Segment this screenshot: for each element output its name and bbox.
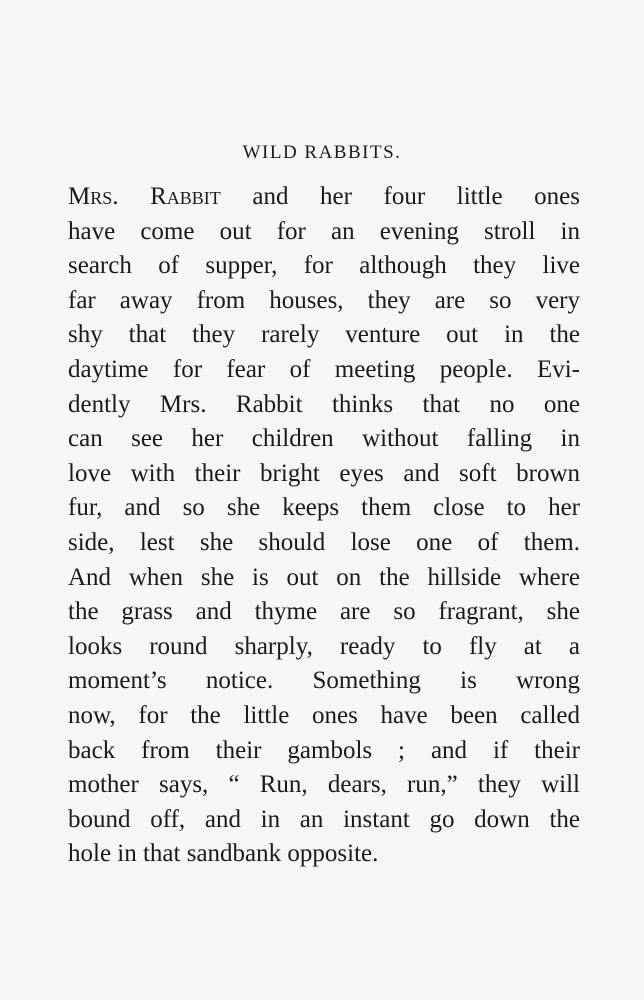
text-line: dently Mrs. Rabbit thinks that no one — [68, 390, 580, 418]
text-line: And when she is out on the hillside where — [68, 563, 580, 591]
text-line: hole in that sandbank opposite. — [68, 840, 379, 868]
body-paragraph — [68, 180, 580, 872]
text-line: daytime for fear of meeting people. Evi- — [68, 355, 580, 383]
text-line: search of supper, for although they live — [68, 252, 580, 280]
text-line: moment’s notice. Something is wrong — [68, 667, 580, 695]
text-line: far away from houses, they are so very — [68, 286, 580, 314]
text-line: the grass and thyme are so fragrant, she — [68, 598, 580, 626]
text-segment: and her four little ones — [220, 183, 581, 210]
text-line: have come out for an evening stroll in — [68, 217, 580, 245]
small-caps-name: Mrs. Rabbit — [68, 183, 221, 210]
text-line: love with their bright eyes and soft brown — [68, 459, 580, 487]
text-line: back from their gambols ; and if their — [68, 736, 580, 764]
text-line: shy that they rarely venture out in the — [68, 321, 580, 349]
text-line: bound off, and in an instant go down the — [68, 805, 580, 833]
text-line: now, for the little ones have been called — [68, 701, 580, 729]
text-line: side, lest she should lose one of them. — [68, 528, 580, 556]
text-line: fur, and so she keeps them close to her — [68, 494, 580, 522]
page-heading: WILD RABBITS. — [242, 142, 402, 163]
text-line: can see her children without falling in — [68, 425, 580, 453]
text-line: looks round sharply, ready to fly at a — [68, 632, 580, 660]
text-line: mother says, “ Run, dears, run,” they will — [68, 771, 580, 799]
text-line — [68, 180, 580, 215]
